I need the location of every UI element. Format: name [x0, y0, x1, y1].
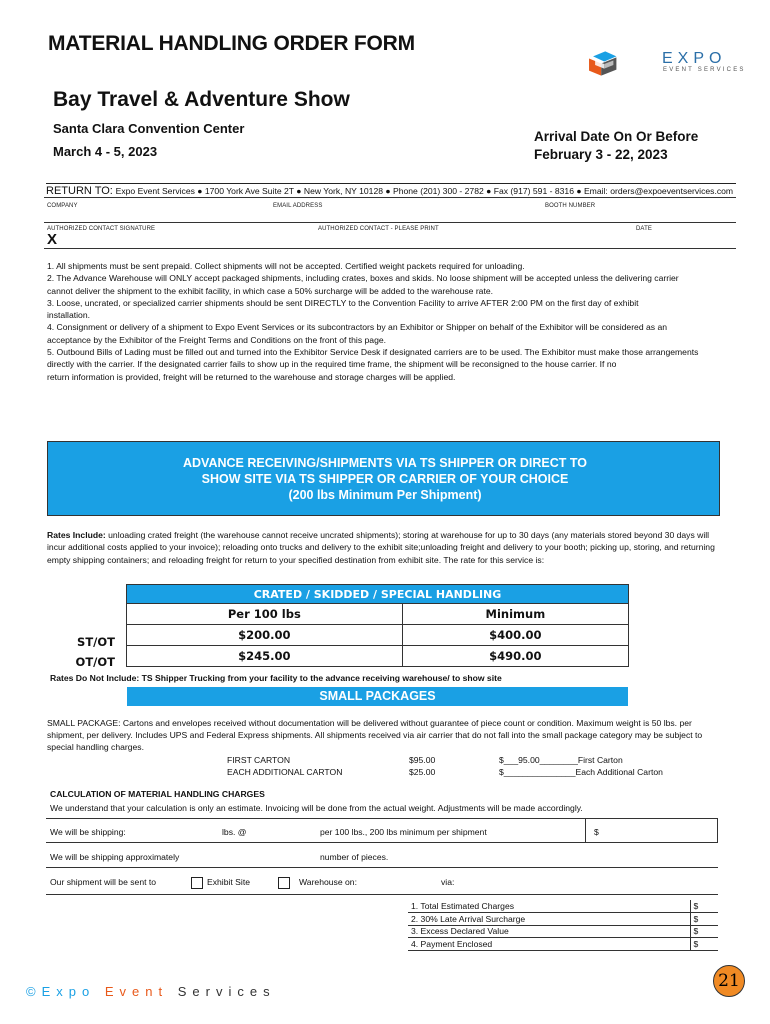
rule-line: 2. The Advance Warehouse will ONLY accept packaged shipments, including crates, boxes and skids. No loose shipment will be accepted unless the delivering carrier: [47, 273, 679, 284]
row-label: ST/OT: [77, 635, 115, 649]
first-carton-price: $95.00: [409, 755, 436, 765]
rule-line: 4. Consignment or delivery of a shipment to Expo Event Services or its subcontractors by an Exhibitor or Shipper on behalf of the Exhibitor will be considered as an: [47, 322, 668, 333]
print-name-field[interactable]: AUTHORIZED CONTACT - PLEASE PRINT: [318, 226, 439, 232]
email-field[interactable]: EMAIL ADDRESS: [273, 203, 323, 209]
arrival-dates: February 3 - 22, 2023: [534, 147, 668, 162]
exhibit-site-checkbox[interactable]: [191, 877, 203, 889]
show-name: Bay Travel & Adventure Show: [53, 88, 350, 111]
first-carton-field[interactable]: $___95.00________First Carton: [499, 755, 623, 765]
signature-field[interactable]: AUTHORIZED CONTACT SIGNATURE: [47, 226, 156, 232]
table-row: [127, 646, 629, 667]
lbs-field[interactable]: lbs. @: [222, 827, 247, 837]
row-label: OT/OT: [75, 655, 115, 669]
logo-wordmark: EXPO: [662, 50, 727, 67]
footer-expo: Expo: [41, 984, 96, 999]
total-label: 2. 30% Late Arrival Surcharge: [408, 913, 690, 926]
rule-line: installation.: [47, 310, 90, 321]
table-row: [408, 913, 718, 926]
expo-logo-icon: [586, 36, 662, 90]
additional-carton-label: EACH ADDITIONAL CARTON: [227, 767, 343, 777]
per100-label: per 100 lbs., 200 lbs minimum per shipment: [320, 827, 487, 837]
booth-field[interactable]: BOOTH NUMBER: [545, 203, 596, 209]
via-field[interactable]: via:: [441, 877, 455, 887]
shipping-label: We will be shipping:: [50, 827, 126, 837]
rule-line: cannot deliver the shipment to the exhibit facility, in which case a 50% surcharge will be added to the warehouse rate.: [47, 285, 494, 296]
table-row: [408, 925, 718, 938]
total-amount-field[interactable]: $: [690, 913, 718, 926]
column-header: Minimum: [402, 604, 628, 625]
rates-not-include: Rates Do Not Include: TS Shipper Trucking from your facility to the advance receiving warehouse/ to show site: [50, 673, 502, 683]
column-header: Per 100 lbs: [127, 604, 403, 625]
rate-table: [126, 584, 629, 667]
arrival-label: Arrival Date On Or Before: [534, 129, 699, 144]
rate-cell: $490.00: [402, 646, 628, 667]
divider: [44, 222, 736, 223]
rate-cell: $245.00: [127, 646, 403, 667]
total-amount-field[interactable]: $: [690, 925, 718, 938]
date-field[interactable]: DATE: [636, 226, 652, 232]
footer-services: Services: [177, 984, 276, 999]
total-label: 3. Excess Declared Value: [408, 925, 690, 938]
rate-cell: $200.00: [127, 625, 403, 646]
rate-row-labels: [60, 632, 115, 672]
calculation-note: We understand that your calculation is only an estimate. Invoicing will be done from the actual weight. Adjustments will be made accordingly.: [50, 803, 583, 813]
rule-line: acceptance by the Exhibitor of the Freight Terms and Conditions on the front of this page.: [47, 334, 387, 345]
shipping-amount-field[interactable]: $: [594, 827, 599, 837]
pieces-field[interactable]: number of pieces.: [320, 852, 389, 862]
table-row: [127, 625, 629, 646]
rule-line: 5. Outbound Bills of Lading must be filled out and turned into the Exhibitor Service Desk if designated carriers are to be used. The Exhibitor must make those arrangements directly with the carrier. If the designated carrier fails to show up in the required time frame, the shipment will be reconsigned to the house carrier. If no: [47, 347, 699, 370]
rule-line: 1. All shipments must be sent prepaid. Collect shipments will not be accepted. Certified weight packets required for unloading.: [47, 261, 525, 271]
divider: [44, 248, 736, 249]
small-packages-bar: SMALL PACKAGES: [127, 687, 628, 706]
additional-carton-field[interactable]: $_______________Each Additional Carton: [499, 767, 663, 777]
signature-x-mark: X: [47, 231, 58, 248]
first-carton-label: FIRST CARTON: [227, 755, 291, 765]
return-address: Expo Event Services ● 1700 York Ave Suite 2T ● New York, NY 10128 ● Phone (201) 300 - 2782 ● Fax (917) 591 - 8316 ● Email: orders@expoeventservices.com: [115, 186, 734, 196]
advance-line: SHOW SITE VIA TS SHIPPER OR CARRIER OF YOUR CHOICE: [201, 472, 569, 486]
advance-line: ADVANCE RECEIVING/SHIPMENTS VIA TS SHIPPER OR DIRECT TO: [183, 456, 587, 470]
divider: [585, 818, 586, 843]
footer-brand: [26, 984, 276, 999]
venue: Santa Clara Convention Center: [53, 121, 245, 136]
page-number-badge: 21: [713, 965, 745, 997]
rule-line: 3. Loose, uncrated, or specialized carrier shipments should be sent DIRECTLY to the Convention Facility to arrive AFTER 2:00 PM on the first day of exhibit: [47, 297, 639, 308]
divider: [44, 197, 736, 198]
total-label: 4. Payment Enclosed: [408, 938, 690, 951]
small-package-text: SMALL PACKAGE: Cartons and envelopes received without documentation will be delivered without guarantee of piece count or condition. Maximum weight is 50 lbs. per shipment, per delivery. Includes UPS and Federal Express shipments. All shipments received via air carrier that do not fall into the small package category may be subject to special handling charges.: [47, 718, 703, 752]
advance-receiving-text: [60, 455, 710, 503]
warehouse-checkbox[interactable]: [278, 877, 290, 889]
rule-line: return information is provided, freight will be returned to the warehouse and storage charges will be applied.: [47, 371, 456, 382]
form-title: MATERIAL HANDLING ORDER FORM: [48, 32, 415, 55]
exhibit-site-label: Exhibit Site: [207, 877, 250, 887]
shipping-rules: [47, 260, 727, 383]
additional-carton-price: $25.00: [409, 767, 436, 777]
show-dates: March 4 - 5, 2023: [53, 144, 158, 159]
company-field[interactable]: COMPANY: [47, 203, 78, 209]
totals-table: [408, 900, 718, 951]
total-label: 1. Total Estimated Charges: [408, 900, 690, 913]
return-to-line: [46, 183, 736, 197]
rate-table-header: CRATED / SKIDDED / SPECIAL HANDLING: [127, 585, 629, 604]
copyright-symbol: ©: [26, 984, 42, 999]
rates-label: Rates Include:: [47, 530, 106, 540]
footer-event: Event: [104, 984, 169, 999]
calculation-title: CALCULATION OF MATERIAL HANDLING CHARGES: [50, 789, 265, 799]
approx-label: We will be shipping approximately: [50, 852, 180, 862]
arrival-info: [534, 128, 698, 164]
rates-text: unloading crated freight (the warehouse cannot receive uncrated shipments); storing at warehouse for up to 30 days (any materials stored beyond 30 days will incur additional costs applied to your invoice); reloading onto trucks and delivery to the exhibit site;unloading freight and delivery to your booth; picking up, storing, and returning empty shipping containers; and reloading freight for return to your specified destination from exhibit site. The rate for this service is:: [47, 530, 715, 565]
return-label: RETURN TO:: [46, 185, 113, 197]
warehouse-label: Warehouse on:: [299, 877, 357, 887]
rate-cell: $400.00: [402, 625, 628, 646]
logo-subtitle: EVENT SERVICES: [663, 67, 746, 73]
advance-line: (200 lbs Minimum Per Shipment): [288, 488, 482, 502]
table-row: [408, 938, 718, 951]
table-row: [408, 900, 718, 913]
total-amount-field[interactable]: $: [690, 900, 718, 913]
rates-include: [47, 529, 723, 566]
sent-to-label: Our shipment will be sent to: [50, 877, 157, 887]
total-amount-field[interactable]: $: [690, 938, 718, 951]
